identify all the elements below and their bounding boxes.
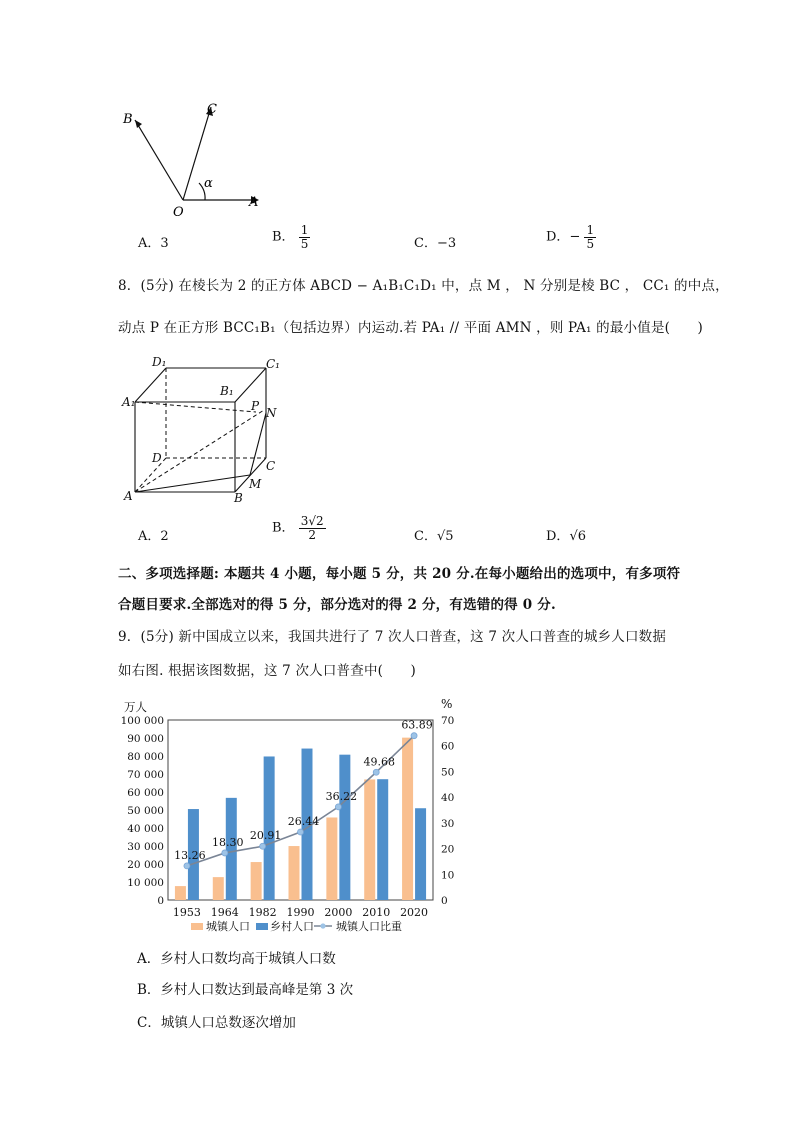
- ratio-point-1990: [298, 829, 304, 835]
- bar-urban-2010: [364, 779, 375, 900]
- right-tick-label: 50: [441, 766, 455, 779]
- label-n: N: [266, 406, 277, 420]
- right-tick-label: 0: [441, 895, 448, 907]
- legend-label-rural: 乡村人口: [270, 920, 314, 933]
- legend-swatch-urban: [191, 923, 203, 930]
- left-tick-label: 100 000: [120, 715, 164, 727]
- q7-option-c[interactable]: C．−3: [414, 236, 457, 251]
- label-o: O: [173, 205, 184, 220]
- left-tick-label: 60 000: [127, 787, 164, 799]
- right-tick-label: 70: [441, 715, 455, 727]
- label-a1: A₁: [122, 395, 136, 409]
- ratio-point-2000: [335, 804, 341, 810]
- fraction: $\frac{3√2}{2}$: [300, 514, 324, 542]
- x-tick-label: 2020: [400, 906, 429, 919]
- bar-urban-1964: [213, 877, 224, 900]
- q8-stem-line2: 动点 P 在正方形 BCC₁B₁（包括边界）内运动.若 PA₁ // 平面 AMN ，则 PA₁ 的最小值是( ): [118, 320, 703, 336]
- section2-heading-line1: 二、多项选择题: 本题共 4 小题，每小题 5 分，共 20 分.在每小题给出的选项中，有多项符: [118, 566, 681, 582]
- bar-urban-2020: [402, 738, 413, 900]
- ratio-data-label: 49.68: [363, 755, 395, 769]
- plot-frame: [168, 720, 433, 900]
- x-tick-label: 1964: [210, 906, 239, 919]
- q8-option-b[interactable]: B． $\frac{3√2}{2}$: [272, 514, 324, 542]
- right-axis-title: %: [441, 697, 453, 711]
- label-d1: D₁: [152, 355, 167, 369]
- label-c: C: [266, 459, 276, 473]
- ratio-point-1982: [260, 843, 266, 849]
- fraction: $\frac{1}{5}$: [586, 223, 595, 251]
- ratio-point-1953: [184, 863, 190, 869]
- section2-heading-line2: 合题目要求.全部选对的得 5 分，部分选对的得 2 分，有选错的得 0 分.: [118, 597, 556, 613]
- ratio-data-label: 13.26: [174, 848, 206, 862]
- ratio-data-label: 26.44: [287, 815, 320, 829]
- x-tick-label: 1990: [286, 906, 315, 919]
- label-m: M: [249, 477, 262, 491]
- q7-angle-figure: [115, 95, 275, 225]
- right-tick-label: 30: [441, 817, 455, 830]
- x-tick-label: 2000: [324, 906, 353, 919]
- bar-urban-1982: [251, 862, 262, 900]
- bar-urban-1990: [289, 846, 300, 900]
- q9-stem-line2: 如右图. 根据该图数据，这 7 次人口普查中( ): [118, 663, 416, 679]
- q8-option-c[interactable]: C．√5: [414, 529, 454, 544]
- right-tick-label: 60: [441, 740, 455, 753]
- right-tick-label: 10: [441, 869, 455, 882]
- ray-ob: [135, 120, 183, 200]
- label-b: B: [123, 112, 133, 127]
- x-tick-label: 1953: [172, 906, 201, 919]
- bar-rural-2010: [377, 779, 388, 900]
- left-tick-label: 70 000: [127, 769, 164, 781]
- label-b1: B₁: [220, 384, 234, 398]
- left-tick-label: 20 000: [127, 859, 164, 871]
- q8-option-a[interactable]: A．2: [138, 529, 169, 544]
- x-tick-label: 2010: [362, 906, 391, 919]
- left-tick-label: 30 000: [127, 841, 164, 853]
- left-axis-title: 万人: [124, 700, 147, 714]
- bar-rural-2000: [339, 755, 350, 900]
- label-d: D: [152, 451, 162, 465]
- label-c1: C₁: [266, 357, 280, 371]
- label-b: B: [234, 491, 243, 505]
- population-chart: [118, 690, 468, 935]
- right-tick-label: 40: [441, 792, 455, 805]
- ratio-data-label: 20.91: [249, 829, 282, 843]
- left-tick-label: 10 000: [127, 877, 164, 889]
- q9-option-a[interactable]: A．乡村人口数均高于城镇人口数: [137, 951, 336, 967]
- q7-option-b[interactable]: B． $\frac{1}{5}$: [272, 223, 309, 251]
- ratio-point-1964: [222, 850, 228, 856]
- legend-swatch-rural: [256, 923, 268, 930]
- ratio-point-2020: [411, 733, 417, 739]
- bar-rural-2020: [415, 808, 426, 900]
- ratio-data-label: 63.89: [401, 718, 433, 732]
- legend-label-ratio: 城镇人口比重: [336, 920, 402, 933]
- x-tick-label: 1982: [248, 906, 277, 919]
- q9-stem-line1: 9．(5分) 新中国成立以来，我国共进行了 7 次人口普查，这 7 次人口普查的城乡人口数据: [118, 629, 667, 645]
- fraction: $\frac{1}{5}$: [300, 223, 309, 251]
- q8-option-d[interactable]: D．√6: [546, 529, 586, 544]
- left-tick-label: 80 000: [127, 751, 164, 763]
- label-p: P: [251, 399, 260, 413]
- left-tick-label: 40 000: [127, 823, 164, 835]
- legend-marker-ratio: [320, 923, 325, 928]
- ratio-point-2010: [373, 769, 379, 775]
- label-a: A: [249, 195, 259, 210]
- label-a: A: [124, 489, 133, 503]
- q8-cube-figure: [118, 350, 288, 510]
- bar-urban-1953: [175, 886, 186, 900]
- label-c: C: [207, 102, 217, 117]
- q7-option-a[interactable]: A．3: [138, 236, 169, 251]
- right-tick-label: 20: [441, 843, 455, 856]
- q9-option-c[interactable]: C．城镇人口总数逐次增加: [137, 1015, 296, 1031]
- legend-label-urban: 城镇人口: [206, 920, 250, 933]
- left-tick-label: 90 000: [127, 733, 164, 745]
- left-tick-label: 50 000: [127, 805, 164, 817]
- ratio-data-label: 18.30: [212, 835, 244, 849]
- q8-stem-line1: 8．(5分) 在棱长为 2 的正方体 ABCD − A₁B₁C₁D₁ 中，点 M ， N 分别是棱 BC ， CC₁ 的中点，: [118, 278, 729, 294]
- bar-urban-2000: [326, 817, 337, 900]
- q9-option-b[interactable]: B．乡村人口数达到最高峰是第 3 次: [137, 982, 354, 998]
- ratio-data-label: 36.22: [325, 789, 358, 803]
- q7-option-d[interactable]: D．− $\frac{1}{5}$: [546, 223, 595, 251]
- label-alpha: α: [204, 176, 213, 191]
- left-tick-label: 0: [157, 895, 164, 907]
